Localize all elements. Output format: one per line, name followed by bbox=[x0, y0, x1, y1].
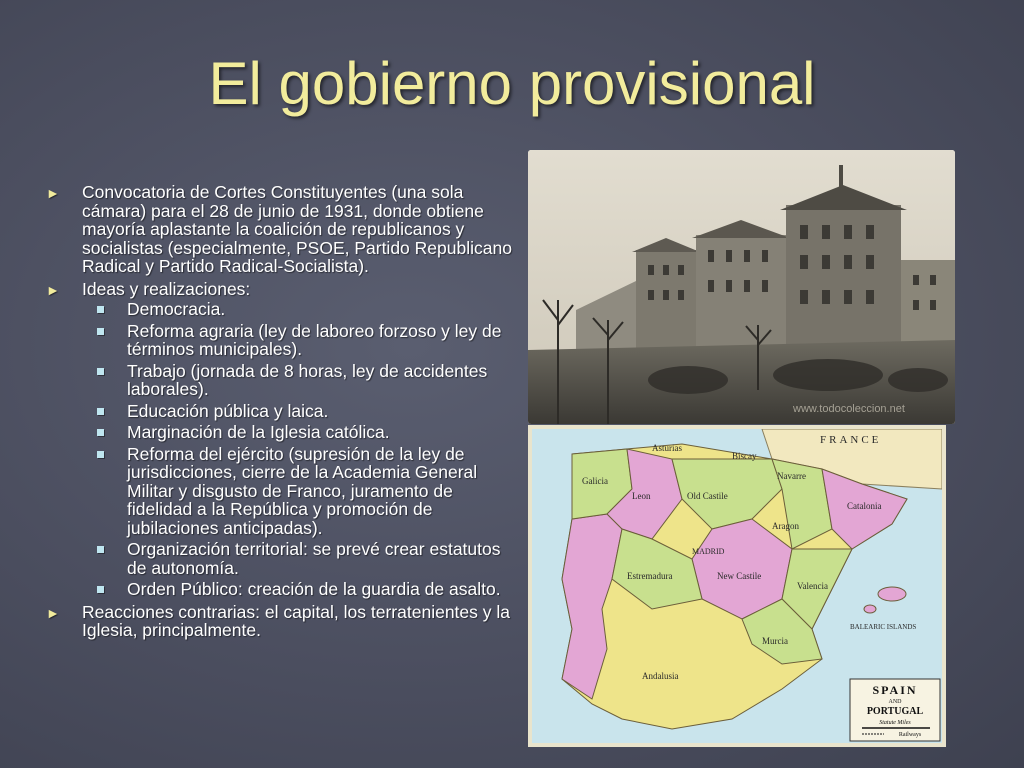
sub-bullet-item bbox=[82, 580, 514, 599]
square-bullet-icon bbox=[97, 451, 104, 458]
sub-bullet-text: Marginación de la Iglesia católica. bbox=[127, 422, 390, 442]
map-title-portugal: PORTUGAL bbox=[866, 706, 924, 717]
bullet-text: Convocatoria de Cortes Constituyentes (una sola cámara) para el 28 de junio de 1931, donde obtiene mayoría aplastante la coalición de republicanos y socialistas (especialmente, PSOE, Partido Republicano Radical y Partido Radical-Socialista). bbox=[82, 182, 512, 276]
sub-bullet-item bbox=[82, 300, 514, 319]
bullet-arrow-icon: ► bbox=[46, 604, 60, 621]
sub-bullet-text: Democracia. bbox=[127, 299, 226, 319]
sub-bullet-text: Educación pública y laica. bbox=[127, 400, 329, 421]
map-label-valencia: Valencia bbox=[797, 581, 828, 591]
sub-bullet-list bbox=[82, 300, 514, 599]
square-bullet-icon bbox=[97, 429, 104, 436]
map-label-asturias: Asturias bbox=[652, 443, 682, 453]
bullet-text: Reacciones contrarias: el capital, los terratenientes y la Iglesia, principalmente. bbox=[82, 601, 510, 640]
university-building-photo bbox=[528, 150, 955, 424]
map-scale-label: Statute Miles bbox=[879, 720, 911, 726]
map-label-navarre: Navarre bbox=[777, 471, 806, 481]
map-label-balearic: BALEARIC ISLANDS bbox=[850, 623, 917, 631]
square-bullet-icon bbox=[97, 586, 104, 593]
map-title-spain: SPAIN bbox=[872, 683, 918, 697]
spain-portugal-map bbox=[528, 425, 946, 747]
sub-bullet-item bbox=[82, 445, 514, 538]
map-label-galicia: Galicia bbox=[582, 476, 608, 486]
map-label-madrid: MADRID bbox=[692, 547, 725, 556]
sub-bullet-text: Reforma agraria (ley de laboreo forzoso y ley de términos municipales). bbox=[127, 320, 502, 359]
sub-bullet-item bbox=[82, 362, 514, 399]
bullet-item bbox=[44, 183, 514, 276]
map-label-catalonia: Catalonia bbox=[847, 501, 882, 511]
square-bullet-icon bbox=[97, 306, 104, 313]
map-label-biscay: Biscay bbox=[732, 451, 757, 461]
square-bullet-icon bbox=[97, 328, 104, 335]
map-illustration bbox=[532, 429, 942, 743]
sub-bullet-text: Orden Público: creación de la guardia de asalto. bbox=[127, 579, 501, 599]
square-bullet-icon bbox=[97, 368, 104, 375]
bullet-arrow-icon: ► bbox=[46, 185, 60, 201]
sub-bullet-item bbox=[82, 423, 514, 442]
bullet-text: Ideas y realizaciones: bbox=[82, 278, 251, 299]
photo-watermark: www.todocoleccion.net bbox=[793, 403, 905, 415]
sub-bullet-item bbox=[82, 540, 514, 577]
slide-title: El gobierno provisional bbox=[208, 50, 816, 117]
square-bullet-icon bbox=[97, 546, 104, 553]
map-label-andalusia: Andalusia bbox=[642, 671, 679, 681]
map-label-new-castile: New Castile bbox=[717, 571, 762, 581]
map-label-aragon: Aragon bbox=[772, 521, 799, 531]
square-bullet-icon bbox=[97, 408, 104, 415]
map-title-and: AND bbox=[888, 699, 902, 705]
map-label-murcia: Murcia bbox=[762, 636, 788, 646]
sub-bullet-item bbox=[82, 402, 514, 421]
map-label-leon: Leon bbox=[632, 491, 651, 501]
sub-bullet-text: Organización territorial: se prevé crear estatutos de autonomía. bbox=[127, 539, 501, 578]
sub-bullet-text: Trabajo (jornada de 8 horas, ley de accidentes laborales). bbox=[127, 360, 488, 399]
sub-bullet-text: Reforma del ejército (supresión de la ley de jurisdicciones, cierre de la Academia General Militar y disgusto de Franco, juramento de fidelidad a la República y promoción de jubilaciones anticipadas). bbox=[127, 443, 478, 538]
sub-bullet-item bbox=[82, 322, 514, 359]
map-railways-label: Railways bbox=[898, 732, 922, 738]
map-label-old-castile: Old Castile bbox=[687, 491, 728, 501]
building-illustration bbox=[528, 150, 955, 424]
bullet-item bbox=[44, 603, 514, 640]
map-label-estremadura: Estremadura bbox=[627, 571, 673, 581]
bullet-arrow-icon: ► bbox=[46, 281, 60, 298]
map-label-france: FRANCE bbox=[820, 434, 882, 446]
bullet-list bbox=[44, 183, 514, 644]
bullet-item bbox=[44, 280, 514, 599]
